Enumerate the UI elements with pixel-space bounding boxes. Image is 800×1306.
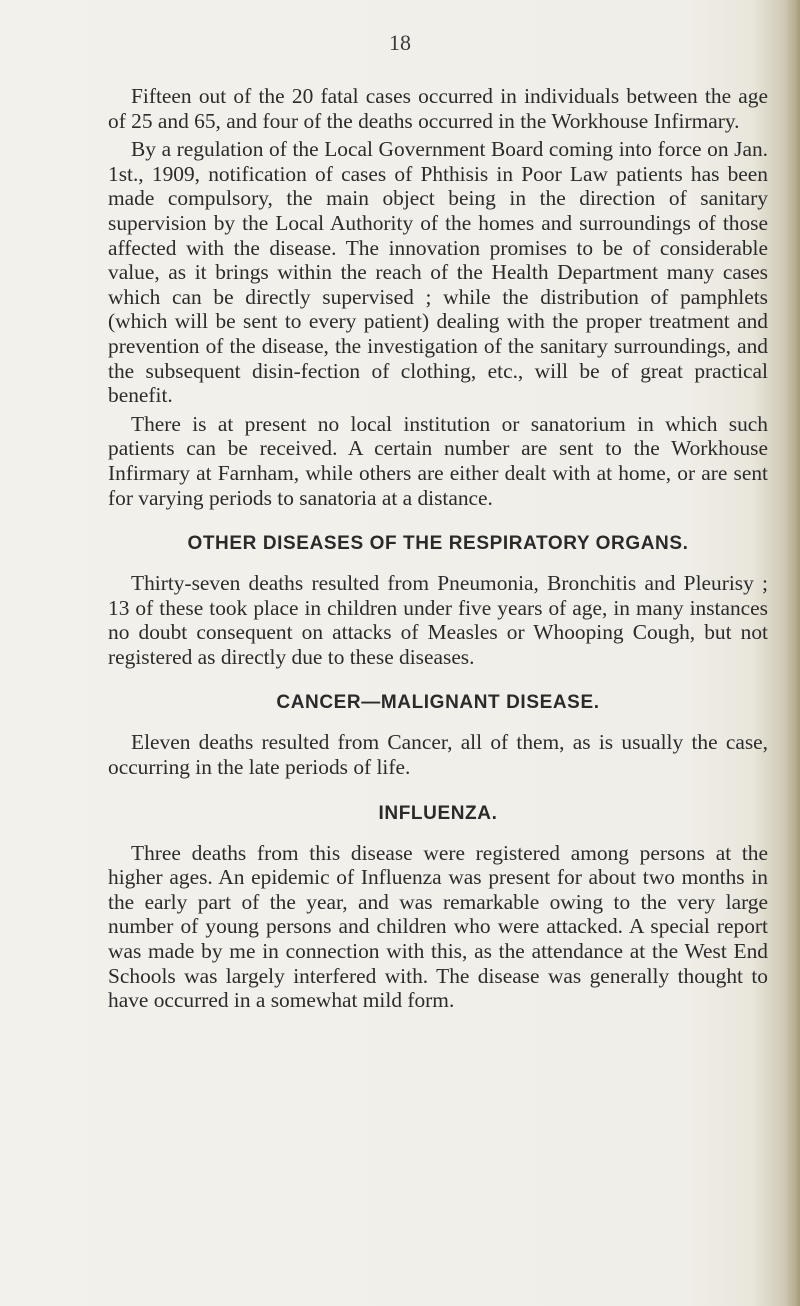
heading-cancer: CANCER—MALIGNANT DISEASE. bbox=[276, 692, 600, 714]
paragraph-cancer: Eleven deaths resulted from Cancer, all of them, as is usually the case, occurring in the late periods of life. bbox=[108, 730, 768, 780]
heading-influenza: INFLUENZA. bbox=[378, 802, 498, 824]
heading-respiratory: OTHER DISEASES OF THE RESPIRATORY ORGANS. bbox=[187, 533, 689, 555]
page-body bbox=[108, 84, 768, 1017]
page-number: 18 bbox=[389, 30, 411, 55]
paragraph-influenza: Three deaths from this disease were registered among persons at the higher ages. An epidemic of Influenza was present for about two months in the early part of the year, and was remarkable owing to the very large number of young persons and children who were attacked. A special report was made by me in connection with this, as the attendance at the West End Schools was largely interfered with. The disease was generally thought to have occurred in a somewhat mild form. bbox=[108, 840, 768, 1013]
paragraph-sanatorium: There is at present no local institution or sanatorium in which such patients can be received. A certain number are sent to the Workhouse Infirmary at Farnham, while others are either dealt with at home, or are sent for varying periods to sanatoria at a distance. bbox=[108, 411, 768, 510]
paragraph-respiratory: Thirty-seven deaths resulted from Pneumonia, Bronchitis and Pleurisy ; 13 of these took place in children under five years of age, in many instances no doubt consequent on attacks of Measles or Whooping Cough, but not registered as directly due to these diseases. bbox=[108, 571, 768, 669]
page-edge-shadow bbox=[786, 0, 800, 1306]
paragraph-phthisis-notification: By a regulation of the Local Government Board coming into force on Jan. 1st., 1909, notification of cases of Phthisis in Poor Law patients has been made compulsory, the main object being in the direction of sanitary supervision by the Local Authority of the homes and surroundings of those affected with the disease. The innovation promises to be of considerable value, as it brings within the reach of the Health Department many cases which can be directly supervised ; while the distribution of pamphlets (which will be sent to every patient) dealing with the proper treatment and prevention of the disease, the investigation of the sanitary surroundings, and the subsequent disin-fection of clothing, etc., will be of great practical benefit. bbox=[108, 137, 768, 408]
paragraph-fatal-cases: Fifteen out of the 20 fatal cases occurred in individuals between the age of 25 and 65, and four of the deaths occurred in the Workhouse Infirmary. bbox=[108, 84, 768, 133]
